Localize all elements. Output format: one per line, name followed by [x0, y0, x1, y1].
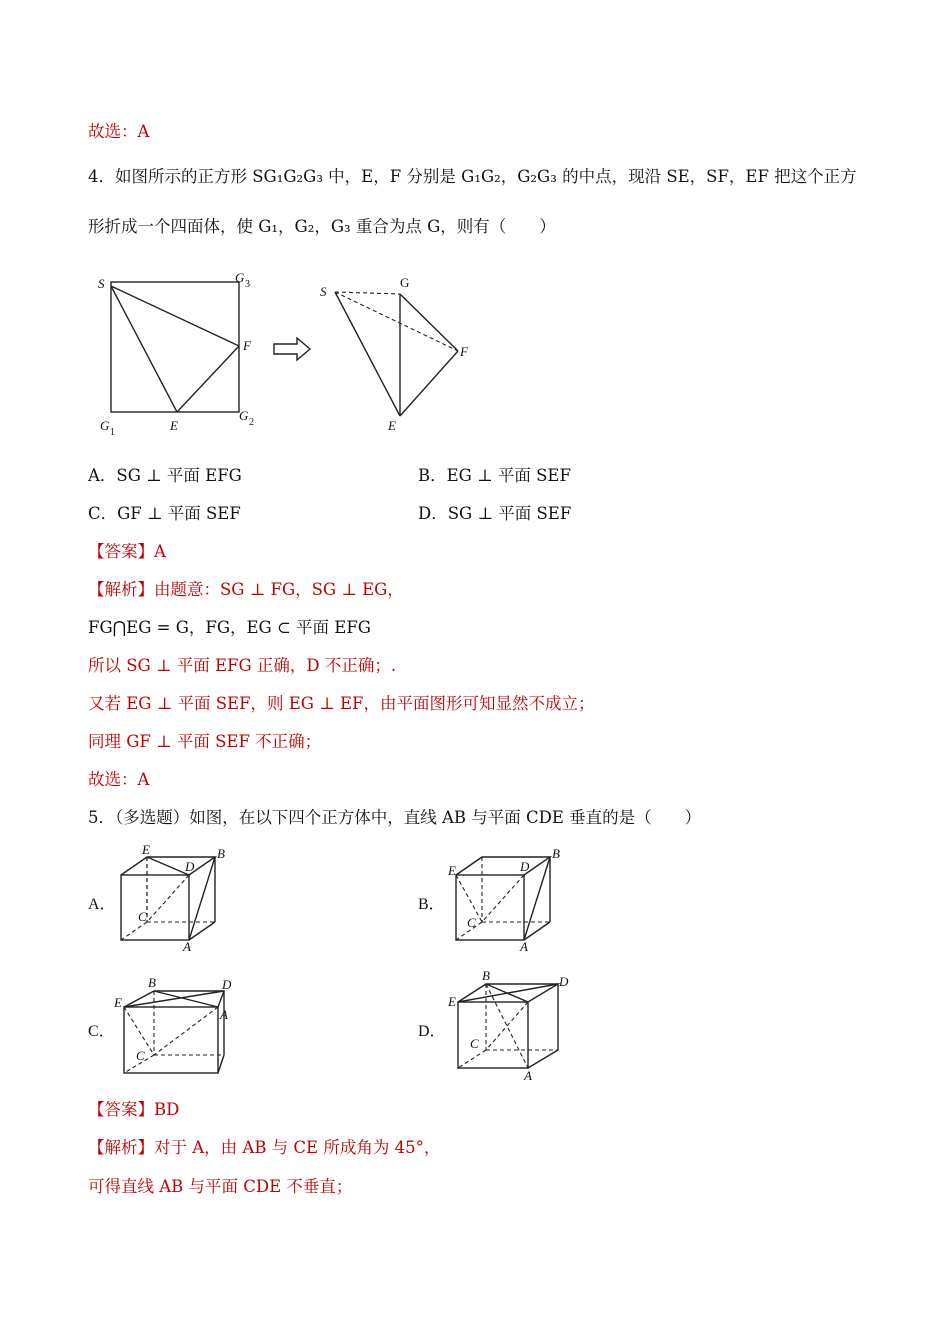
label-C: C	[467, 915, 476, 930]
label-G: G	[400, 275, 410, 290]
answer-4: 【答案】A	[88, 542, 166, 561]
segment-EF	[177, 346, 239, 412]
label-A: A	[183, 939, 191, 954]
cube-option-C-label[interactable]: C．	[88, 1023, 115, 1040]
segment-SE	[111, 286, 177, 412]
hollow-arrow-icon	[273, 337, 313, 361]
label-G2-sub: 2	[249, 417, 254, 428]
label-S: S	[98, 276, 105, 291]
label-D: D	[520, 859, 530, 874]
option-A[interactable]: A．SG ⊥ 平面 EFG	[88, 466, 242, 485]
question-5: 5．（多选题）如图，在以下四个正方体中，直线 AB 与平面 CDE 垂直的是（ ）	[88, 808, 702, 827]
cube-option-B-label[interactable]: B．	[418, 896, 445, 913]
label-A: A	[524, 1068, 532, 1083]
label-E: E	[142, 842, 150, 857]
edge-EF	[400, 351, 458, 416]
label-E: E	[448, 994, 456, 1009]
label-C: C	[138, 909, 147, 924]
label-G1: G	[100, 418, 110, 433]
square-outline	[111, 282, 239, 412]
label-D: D	[222, 977, 232, 992]
edge-GF	[400, 294, 458, 351]
explain-5-line-1: 【解析】对于 A，由 AB 与 CE 所成角为 45°，	[88, 1138, 441, 1157]
cube-C-figure	[112, 975, 242, 1085]
option-D[interactable]: D．SG ⊥ 平面 SEF	[418, 504, 572, 523]
explain-5-line-2: 可得直线 AB 与平面 CDE 不垂直；	[88, 1177, 353, 1196]
label-B: B	[148, 975, 156, 990]
label-A: A	[520, 939, 528, 954]
explain-4-line-1: 【解析】由题意：SG ⊥ FG，SG ⊥ EG，	[88, 580, 404, 599]
explain-4-line-4: 又若 EG ⊥ 平面 SEF，则 EG ⊥ EF，由平面图形可知显然不成立；	[88, 694, 595, 713]
question-4-line-2: 形折成一个四面体，使 G₁，G₂，G₃ 重合为点 G，则有（ ）	[88, 217, 556, 236]
label-B: B	[217, 846, 225, 861]
label-G2: G	[239, 408, 249, 423]
label-D: D	[559, 974, 569, 989]
label-D: D	[185, 859, 195, 874]
edge-SF-dashed	[335, 292, 458, 351]
label-E: E	[448, 863, 456, 878]
segment-SF	[111, 286, 239, 346]
label-C: C	[136, 1048, 145, 1063]
explain-4-line-6: 故选：A	[88, 770, 150, 789]
label-A: A	[220, 1007, 228, 1022]
explain-4-line-3: 所以 SG ⊥ 平面 EFG 正确，D 不正确；.	[88, 656, 397, 675]
label-F: F	[460, 344, 468, 359]
label-E: E	[388, 418, 396, 433]
explain-4-line-5: 同理 GF ⊥ 平面 SEF 不正确；	[88, 732, 322, 751]
edge-SE	[335, 292, 400, 416]
label-E: E	[170, 418, 178, 433]
label-B: B	[482, 968, 490, 983]
edge-SG	[335, 292, 400, 294]
cube-option-D-label[interactable]: D．	[418, 1023, 446, 1040]
square-figure	[95, 270, 275, 440]
label-G3: G	[235, 270, 245, 285]
label-S: S	[320, 284, 327, 299]
answer-5: 【答案】BD	[88, 1100, 180, 1119]
label-C: C	[470, 1036, 479, 1051]
question-4-line-1: 4．如图所示的正方形 SG₁G₂G₃ 中，E，F 分别是 G₁G₂，G₂G₃ 的中点，现沿 SE，SF，EF 把这个正方	[88, 167, 857, 186]
cube-B-figure	[450, 845, 570, 955]
cube-option-A-label[interactable]: A．	[88, 896, 116, 913]
option-C[interactable]: C．GF ⊥ 平面 SEF	[88, 504, 241, 523]
conclusion-prev: 故选：A	[88, 122, 150, 141]
label-F: F	[243, 338, 251, 353]
explain-4-line-2: FG⋂EG = G，FG，EG ⊂ 平面 EFG	[88, 618, 371, 637]
label-B: B	[552, 846, 560, 861]
label-G1-sub: 1	[110, 427, 115, 438]
label-G3-sub: 3	[245, 279, 250, 290]
cube-A-figure	[115, 842, 235, 955]
cube-D-figure	[446, 968, 576, 1087]
tetrahedron-figure	[315, 272, 475, 432]
label-E: E	[114, 995, 122, 1010]
option-B[interactable]: B．EG ⊥ 平面 SEF	[418, 466, 571, 485]
